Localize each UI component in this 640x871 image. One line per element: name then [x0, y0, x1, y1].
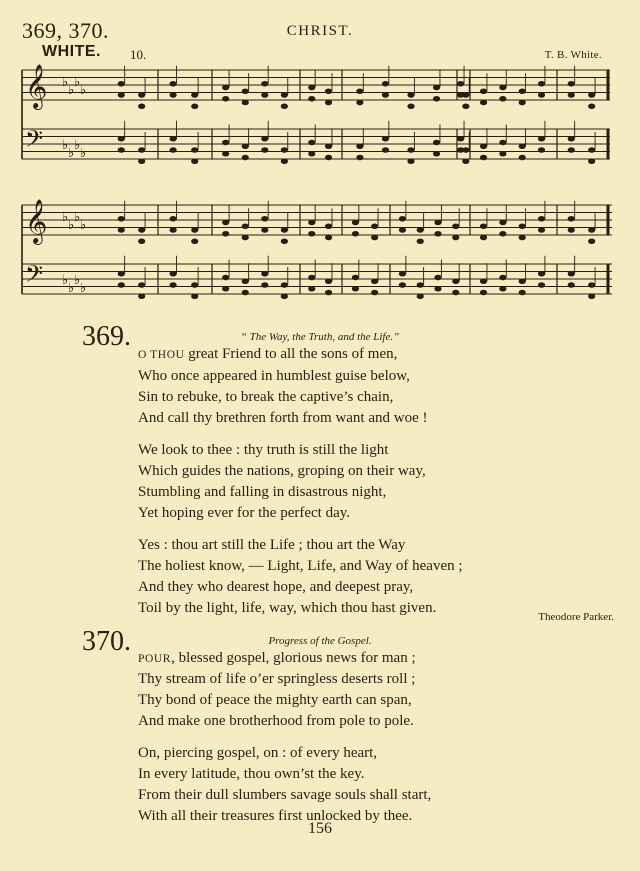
- note-head: [399, 271, 406, 277]
- note-head: [138, 293, 145, 299]
- note-head: [118, 92, 125, 98]
- note-head: [170, 147, 177, 153]
- flat-sign: ♭: [62, 138, 69, 153]
- note-head: [281, 282, 288, 288]
- note-head: [480, 290, 487, 296]
- note-head: [191, 158, 198, 164]
- note-head: [538, 216, 545, 222]
- note-head: [433, 151, 440, 157]
- flat-sign: ♭: [80, 146, 87, 161]
- note-head: [170, 136, 177, 142]
- note-head: [118, 271, 125, 277]
- note-head: [407, 147, 414, 153]
- note-head: [242, 223, 249, 229]
- note-head: [325, 100, 332, 106]
- note-head: [499, 140, 506, 146]
- bass-clef: 𝄢: [25, 125, 44, 158]
- note-head: [170, 81, 177, 87]
- note-head: [118, 216, 125, 222]
- note-head: [191, 103, 198, 109]
- verse-line: Yet hoping ever for the perfect day.: [138, 505, 351, 521]
- note-head: [588, 293, 595, 299]
- flat-sign: ♭: [62, 273, 69, 288]
- note-head: [222, 85, 229, 91]
- note-head: [261, 227, 268, 233]
- note-head: [519, 235, 526, 241]
- note-head: [433, 140, 440, 146]
- note-head: [222, 286, 229, 292]
- note-head: [480, 223, 487, 229]
- tune-name: WHITE.: [42, 43, 101, 60]
- flat-sign: ♭: [80, 83, 87, 98]
- note-head: [538, 81, 545, 87]
- note-head: [588, 92, 595, 98]
- note-head: [480, 100, 487, 106]
- note-head: [480, 155, 487, 161]
- note-head: [138, 282, 145, 288]
- note-head: [242, 100, 249, 106]
- note-head: [325, 88, 332, 94]
- note-head: [138, 227, 145, 233]
- note-head: [352, 231, 359, 237]
- note-head: [568, 227, 575, 233]
- note-head: [308, 85, 315, 91]
- verse-line: Who once appeared in humblest guise below,: [138, 368, 410, 384]
- note-head: [519, 278, 526, 284]
- note-head: [538, 92, 545, 98]
- note-head: [371, 223, 378, 229]
- note-head: [242, 235, 249, 241]
- hymn-numbers-header: 369, 370.: [22, 18, 109, 43]
- note-head: [170, 282, 177, 288]
- verse-line: And make one brotherhood from pole to pole.: [138, 713, 414, 729]
- note-head: [588, 238, 595, 244]
- note-head: [261, 147, 268, 153]
- note-head: [352, 220, 359, 226]
- note-head: [382, 147, 389, 153]
- note-head: [568, 136, 575, 142]
- note-head: [242, 278, 249, 284]
- note-head: [222, 231, 229, 237]
- note-head: [170, 216, 177, 222]
- note-head: [371, 278, 378, 284]
- note-head: [191, 92, 198, 98]
- note-head: [261, 92, 268, 98]
- note-head: [118, 136, 125, 142]
- note-head: [356, 143, 363, 149]
- note-head: [325, 155, 332, 161]
- flat-sign: ♭: [68, 218, 75, 233]
- note-head: [382, 92, 389, 98]
- note-head: [281, 103, 288, 109]
- flat-sign: ♭: [80, 218, 87, 233]
- note-head: [170, 227, 177, 233]
- note-head: [433, 96, 440, 102]
- note-head: [118, 227, 125, 233]
- note-head: [433, 85, 440, 91]
- note-head: [480, 88, 487, 94]
- note-head: [371, 235, 378, 241]
- note-head: [452, 290, 459, 296]
- note-head: [407, 92, 414, 98]
- music-score: [0, 0, 640, 310]
- author-credit: Theodore Parker.: [538, 611, 614, 623]
- note-head: [457, 136, 464, 142]
- hymn-number: 370.: [82, 626, 131, 657]
- note-head: [242, 88, 249, 94]
- note-head: [191, 293, 198, 299]
- note-head: [499, 286, 506, 292]
- note-head: [588, 227, 595, 233]
- note-head: [308, 286, 315, 292]
- verse-line-rest: , blessed gospel, glorious news for man ;: [171, 650, 416, 666]
- note-head: [519, 155, 526, 161]
- note-head: [588, 158, 595, 164]
- hymn-subtitle: “ The Way, the Truth, and the Life.”: [240, 331, 400, 343]
- verse-first-word: O THOU: [138, 349, 185, 361]
- note-head: [499, 275, 506, 281]
- note-head: [261, 136, 268, 142]
- verse-line: And call thy brethren forth from want and woe !: [138, 410, 428, 426]
- note-head: [519, 290, 526, 296]
- note-head: [352, 286, 359, 292]
- note-head: [452, 223, 459, 229]
- verse-line: Stumbling and falling in disastrous night,: [138, 484, 387, 500]
- note-head: [568, 216, 575, 222]
- verse-line: In every latitude, thou own’st the key.: [138, 766, 365, 782]
- verse-line: Toil by the light, life, way, which thou hast given.: [138, 600, 437, 616]
- flat-sign: ♭: [74, 75, 81, 90]
- note-head: [399, 282, 406, 288]
- note-head: [242, 290, 249, 296]
- note-head: [118, 81, 125, 87]
- flat-sign: ♭: [74, 273, 81, 288]
- note-head: [568, 271, 575, 277]
- note-head: [588, 147, 595, 153]
- note-head: [222, 220, 229, 226]
- note-head: [568, 81, 575, 87]
- note-head: [462, 92, 469, 98]
- note-head: [281, 92, 288, 98]
- verse-line: Thy bond of peace the mighty earth can span,: [138, 692, 412, 708]
- verse-line: [138, 347, 397, 362]
- note-head: [138, 238, 145, 244]
- note-head: [281, 227, 288, 233]
- treble-clef: 𝄞: [25, 64, 48, 108]
- note-head: [281, 147, 288, 153]
- note-head: [191, 147, 198, 153]
- note-head: [325, 278, 332, 284]
- note-head: [499, 220, 506, 226]
- note-head: [191, 238, 198, 244]
- note-head: [538, 227, 545, 233]
- note-head: [538, 136, 545, 142]
- note-head: [417, 227, 424, 233]
- note-head: [399, 216, 406, 222]
- note-head: [222, 151, 229, 157]
- note-head: [434, 231, 441, 237]
- note-head: [382, 136, 389, 142]
- note-head: [356, 100, 363, 106]
- note-head: [261, 271, 268, 277]
- note-head: [118, 282, 125, 288]
- note-head: [452, 235, 459, 241]
- note-head: [399, 227, 406, 233]
- note-head: [417, 282, 424, 288]
- note-head: [382, 81, 389, 87]
- note-head: [457, 81, 464, 87]
- note-head: [538, 282, 545, 288]
- note-head: [191, 227, 198, 233]
- note-head: [222, 96, 229, 102]
- note-head: [480, 143, 487, 149]
- flat-sign: ♭: [62, 210, 69, 225]
- note-head: [407, 158, 414, 164]
- note-head: [538, 147, 545, 153]
- note-head: [261, 282, 268, 288]
- note-head: [281, 158, 288, 164]
- note-head: [499, 85, 506, 91]
- verse-line: From their dull slumbers savage souls shall start,: [138, 787, 432, 803]
- note-head: [434, 286, 441, 292]
- flat-sign: ♭: [68, 281, 75, 296]
- flat-sign: ♭: [62, 75, 69, 90]
- verse-line: Which guides the nations, groping on their way,: [138, 463, 426, 479]
- note-head: [462, 158, 469, 164]
- note-head: [462, 147, 469, 153]
- verse-line: With all their treasures first unlocked by thee.: [138, 808, 413, 824]
- note-head: [138, 92, 145, 98]
- flat-sign: ♭: [68, 83, 75, 98]
- note-head: [308, 96, 315, 102]
- note-head: [417, 293, 424, 299]
- verse-line: On, piercing gospel, on : of every heart,: [138, 745, 378, 761]
- note-head: [480, 235, 487, 241]
- note-head: [281, 293, 288, 299]
- note-head: [242, 143, 249, 149]
- hymn-subtitle: Progress of the Gospel.: [268, 635, 372, 647]
- note-head: [568, 282, 575, 288]
- note-head: [462, 103, 469, 109]
- note-head: [568, 147, 575, 153]
- note-head: [325, 235, 332, 241]
- bass-clef: 𝄢: [25, 260, 44, 293]
- flat-sign: ♭: [74, 138, 81, 153]
- note-head: [538, 271, 545, 277]
- note-head: [325, 143, 332, 149]
- verse-line: Sin to rebuke, to break the captive’s chain,: [138, 389, 394, 405]
- note-head: [138, 103, 145, 109]
- note-head: [242, 155, 249, 161]
- note-head: [222, 140, 229, 146]
- verse-line-rest: great Friend to all the sons of men,: [184, 346, 398, 362]
- note-head: [519, 88, 526, 94]
- verse-line: Thy stream of life o’er springless deserts roll ;: [138, 671, 416, 687]
- note-head: [325, 290, 332, 296]
- flat-sign: ♭: [80, 281, 87, 296]
- note-head: [352, 275, 359, 281]
- composer-credit: T. B. White.: [544, 49, 602, 61]
- note-head: [480, 278, 487, 284]
- note-head: [499, 231, 506, 237]
- note-head: [407, 103, 414, 109]
- verse-line: And they who dearest hope, and deepest pray,: [138, 579, 414, 595]
- note-head: [325, 223, 332, 229]
- note-head: [588, 282, 595, 288]
- note-head: [452, 278, 459, 284]
- note-head: [170, 92, 177, 98]
- note-head: [118, 147, 125, 153]
- verse-line: We look to thee : thy truth is still the light: [138, 442, 389, 458]
- note-head: [356, 88, 363, 94]
- note-head: [191, 282, 198, 288]
- note-head: [568, 92, 575, 98]
- page-number: 156: [308, 820, 332, 837]
- section-title: CHRIST.: [286, 23, 354, 39]
- note-head: [519, 143, 526, 149]
- flat-sign: ♭: [74, 210, 81, 225]
- note-head: [519, 100, 526, 106]
- note-head: [417, 238, 424, 244]
- treble-clef: 𝄞: [25, 199, 48, 243]
- hymn-number: 369.: [82, 321, 131, 352]
- note-head: [138, 147, 145, 153]
- verse-first-word: POUR: [138, 653, 172, 665]
- flat-sign: ♭: [68, 146, 75, 161]
- tune-meter: 10.: [130, 47, 147, 62]
- note-head: [170, 271, 177, 277]
- note-head: [356, 155, 363, 161]
- note-head: [281, 238, 288, 244]
- verse-line: Yes : thou art still the Life ; thou art the Way: [138, 537, 406, 553]
- note-head: [308, 275, 315, 281]
- note-head: [261, 216, 268, 222]
- note-head: [308, 151, 315, 157]
- note-head: [499, 151, 506, 157]
- note-head: [261, 81, 268, 87]
- note-head: [588, 103, 595, 109]
- note-head: [222, 275, 229, 281]
- verse-line: [138, 651, 416, 666]
- note-head: [371, 290, 378, 296]
- verse-line: The holiest know, — Light, Life, and Way of heaven ;: [138, 558, 463, 574]
- note-head: [308, 231, 315, 237]
- note-head: [308, 140, 315, 146]
- note-head: [138, 158, 145, 164]
- note-head: [499, 96, 506, 102]
- note-head: [434, 220, 441, 226]
- note-head: [308, 220, 315, 226]
- note-head: [434, 275, 441, 281]
- note-head: [519, 223, 526, 229]
